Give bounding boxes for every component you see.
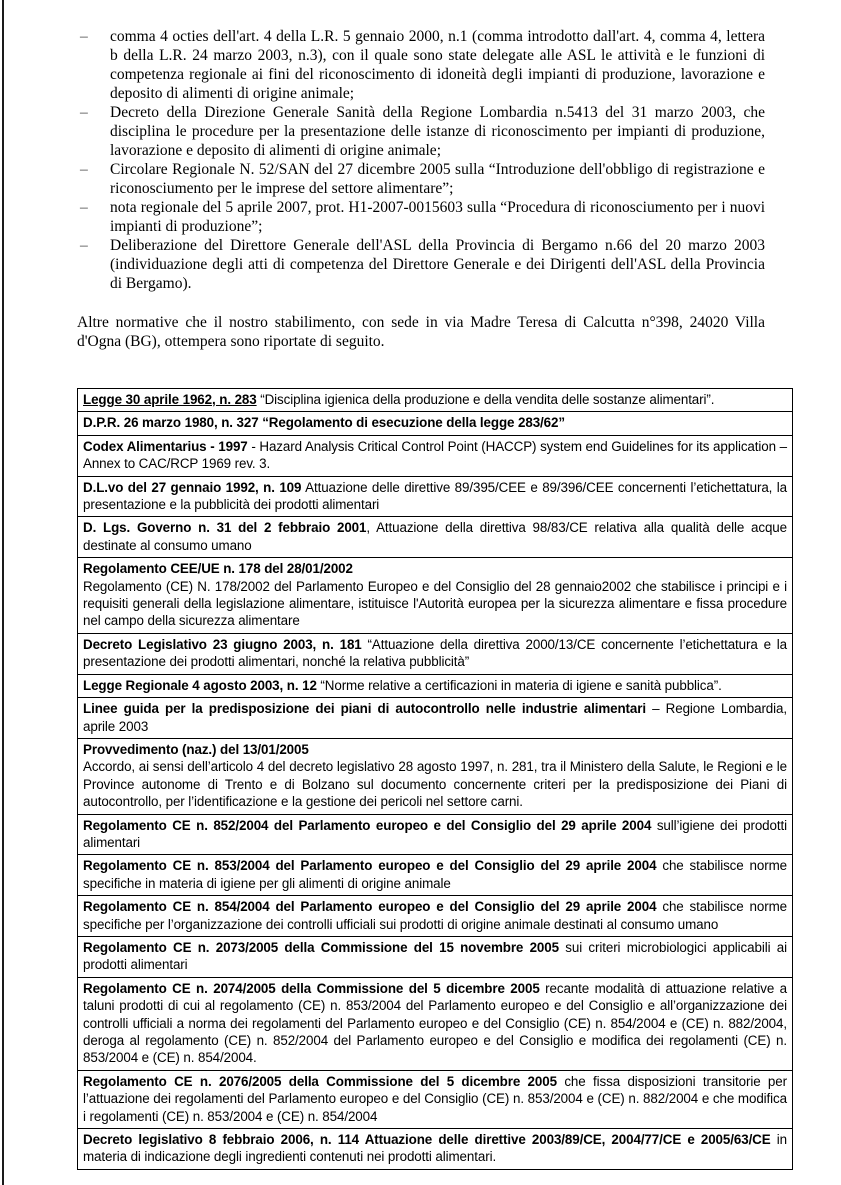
law-text: che stabilisce norme specifiche per l’organizzazione dei controlli ufficiali sui prodotti di origine animale destinati al consumo umano [83,899,787,932]
table-cell [78,977,793,1070]
list-item-text: Deliberazione del Direttore Generale dell'ASL della Provincia di Bergamo n.66 del 20 marzo 2003 (individuazione degli atti di competenza del Direttore Generale e dei Dirigenti dell'ASL della Provincia di Bergamo). [110,237,765,292]
list-item [77,198,765,236]
law-title: Legge 30 aprile 1962, n. 283 [83,392,257,407]
table-row [78,476,793,517]
table-row [78,674,793,697]
law-title: Regolamento CE n. 2073/2005 della Commissione del 15 novembre 2005 [83,939,559,955]
table-cell [78,633,793,674]
table-row [78,814,793,855]
normative-table-body [78,389,793,1170]
table-row [78,936,793,977]
table-cell [78,389,793,412]
law-title: D.L.vo del 27 gennaio 1992, n. 109 [83,479,302,495]
table-cell [78,1070,793,1128]
law-title: Linee guida per la predisposizione dei piani di autocontrollo nelle industrie alimentari [83,701,646,717]
law-title: Legge Regionale 4 agosto 2003, n. 12 [83,677,317,693]
intro-list [77,27,765,293]
table-row [78,698,793,739]
list-item [77,27,765,103]
normative-table-wrap [77,388,793,1170]
law-title: Decreto legislativo 8 febbraio 2006, n. 114 Attuazione delle direttive 2003/89/CE, 2004/77/CE e 2005/63/CE [83,1132,771,1148]
list-item-text: Decreto della Direzione Generale Sanità della Regione Lombardia n.5413 del 31 marzo 2003, che disciplina le procedure per la presentazione delle istanze di riconoscimento per impianti di produzione, lavorazione e deposito di alimenti di origine animale; [110,104,765,159]
dash-bullet: – [80,199,88,216]
law-title: D. Lgs. Governo n. 31 del 2 febbraio 2001 [83,520,367,536]
law-title: Decreto Legislativo 23 giugno 2003, n. 181 [83,636,362,652]
law-text: “Disciplina igienica della produzione e della vendita delle sostanze alimentari”. [256,392,715,407]
law-text: “Attuazione della direttiva 2000/13/CE concernente l’etichettatura e la presentazione dei prodotti alimentari, nonché la relativa pubblicità” [83,636,788,670]
table-row [78,389,793,412]
law-text: Accordo, ai sensi dell’articolo 4 del decreto legislativo 28 agosto 1997, n. 281, tra il Ministero della Salute, le Regioni e le Province autonome di Trento e di Bolzano sul documento concernente criteri per la predisposizione dei Piani di autocontrollo, per l’identificazione e la gestione dei pericoli nel settore carni. [83,759,787,810]
table-cell [78,517,793,558]
law-text: , Attuazione della direttiva 98/83/CE relativa alla qualità delle acque destinate al consumo umano [83,520,787,553]
dash-bullet: – [80,28,88,45]
table-row [78,855,793,896]
table-row [78,435,793,476]
list-item [77,160,765,198]
table-row [78,1129,793,1170]
law-title: Codex Alimentarius - 1997 [83,438,248,454]
law-text: in materia di indicazione degli ingredienti contenuti nei prodotti alimentari. [83,1132,787,1165]
law-title: D.P.R. 26 marzo 1980, n. 327 “Regolamento di esecuzione della legge 283/62” [83,415,565,431]
dash-bullet: – [80,161,88,178]
table-row [78,558,793,634]
table-cell [78,412,793,435]
page-edge-line [2,0,4,1185]
law-text: che fissa disposizioni transitorie per l’attuazione dei regolamenti del Parlamento europeo e del Consiglio (CE) n. 853/2004 e (CE) n. 882/2004 e che modifica i regolamenti (CE) n. 853/2004 e (CE) n. 854/2004 [83,1073,787,1124]
table-row [78,896,793,937]
table-row [78,517,793,558]
law-title: Regolamento CE n. 854/2004 del Parlamento europeo e del Consiglio del 29 aprile 2004 [83,899,657,915]
table-row [78,977,793,1070]
law-text: che stabilisce norme specifiche in materia di igiene per gli alimenti di origine animale [83,858,787,891]
law-title: Regolamento CE n. 852/2004 del Parlamento europeo e del Consiglio del 29 aprile 2004 [83,817,652,833]
law-text: recante modalità di attuazione relative a taluni prodotti di cui al regolamento (CE) n. 853/2004 del Parlamento europeo e del Consiglio e all’organizzazione dei controlli ufficiali a norma dei regolamenti del Parlamento europeo e del Consiglio (CE) n. 854/2004 e (CE) n. 882/2004, deroga al regolamento (CE) n. 852/2004 del Parlamento europeo e del Consiglio e modifica dei regolamenti (CE) n. 853/2004 e (CE) n. 854/2004. [83,980,787,1066]
table-cell [78,814,793,855]
law-title: Provvedimento (naz.) del 13/01/2005 [83,741,309,757]
law-text: “Norme relative a certificazioni in materia di igiene e sanità pubblica”. [316,677,722,693]
law-text: – Regione Lombardia, aprile 2003 [83,701,787,734]
page-content [77,27,793,1170]
table-cell [78,896,793,937]
dash-bullet: – [80,104,88,121]
table-cell [78,476,793,517]
law-title: Regolamento CE n. 853/2004 del Parlamento europeo e del Consiglio del 29 aprile 2004 [83,858,657,874]
list-item [77,236,765,293]
law-text: sull’igiene dei prodotti alimentari [83,817,787,850]
law-text: sui criteri microbiologici applicabili ai prodotti alimentari [83,939,787,973]
table-cell [78,738,793,814]
intro-paragraph: Altre normative che il nostro stabilimento, con sede in via Madre Teresa di Calcutta n°398, 24020 Villa d'Ogna (BG), ottempera sono riportate di seguito. [77,314,765,350]
list-item-text: comma 4 octies dell'art. 4 della L.R. 5 gennaio 2000, n.1 (comma introdotto dall'art. 4, comma 4, lettera b della L.R. 24 marzo 2003, n.3), con il quale sono state delegate alle ASL le attività e le funzioni di competenza regionale ai fini del riconoscimento di idoneità degli impianti di produzione, lavorazione e deposito di alimenti di origine animale; [110,28,765,102]
normative-table [77,388,793,1170]
law-text: Regolamento (CE) N. 178/2002 del Parlamento Europeo e del Consiglio del 28 gennaio2002 che stabilisce i principi e i requisiti generali della legislazione alimentare, istituisce l'Autorità europea per la sicurezza alimentare e fissa procedure nel campo della sicurezza alimentare [83,578,787,629]
law-text: Attuazione delle direttive 89/395/CEE e 89/396/CEE concernenti l’etichettatura, la presentazione e la pubblicità dei prodotti alimentari [83,479,787,513]
list-item-text: nota regionale del 5 aprile 2007, prot. H1-2007-0015603 sulla “Procedura di riconosciumento per i nuovi impianti di produzione”; [110,199,765,235]
table-row [78,1070,793,1128]
table-cell [78,674,793,697]
law-title: Regolamento CE n. 2076/2005 della Commissione del 5 dicembre 2005 [83,1073,557,1089]
table-cell [78,936,793,977]
dash-bullet: – [80,237,88,254]
table-cell [78,855,793,896]
list-item-text: Circolare Regionale N. 52/SAN del 27 dicembre 2005 sulla “Introduzione dell'obbligo di registrazione e riconosciumento per le imprese del settore alimentare”; [110,161,765,197]
table-cell [78,435,793,476]
table-row [78,412,793,435]
table-cell [78,1129,793,1170]
law-title: Regolamento CEE/UE n. 178 del 28/01/2002 [83,561,353,577]
table-cell [78,698,793,739]
table-row [78,633,793,674]
law-title: Regolamento CE n. 2074/2005 della Commissione del 5 dicembre 2005 [83,980,540,996]
table-row [78,738,793,814]
table-cell [78,558,793,634]
law-text: - Hazard Analysis Critical Control Point (HACCP) system end Guidelines for its application – Annex to CAC/RCP 1969 rev. 3. [83,438,787,472]
list-item [77,103,765,160]
